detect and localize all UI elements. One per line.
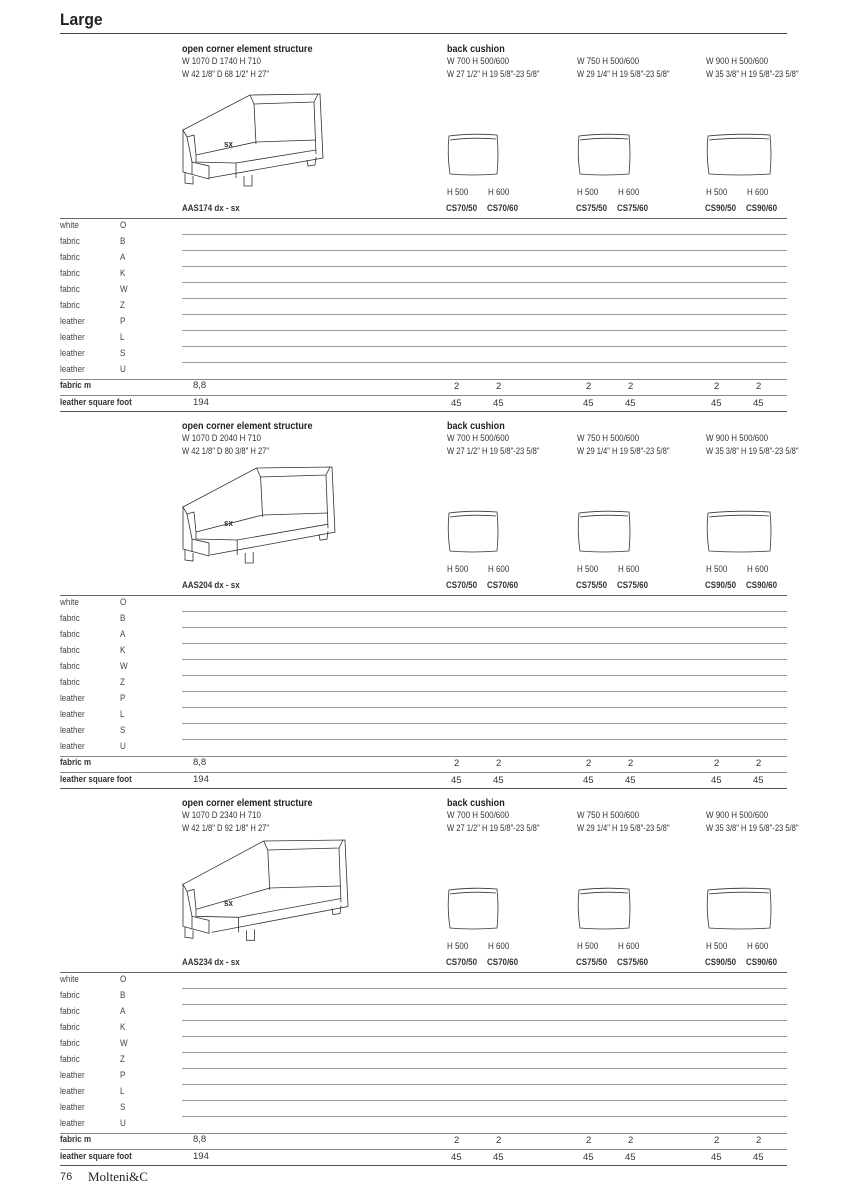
leather-row-rule [60, 1149, 787, 1150]
sofa-outline [196, 898, 341, 917]
cushion-height-500: H 500 [577, 187, 599, 198]
price-row-rule [182, 1068, 787, 1069]
cushion-height-600: H 600 [747, 564, 769, 575]
cushion-height-600: H 600 [618, 941, 640, 952]
fabric-structure-value: 8,8 [193, 1134, 207, 1145]
sofa-outline [264, 840, 343, 850]
grade-label: A [120, 252, 126, 263]
leather-cushion-value: 45 [625, 398, 636, 409]
price-row-rule [182, 298, 787, 299]
cushion-code-600: CS75/60 [617, 957, 649, 968]
material-label: fabric [60, 1038, 80, 1049]
material-label: white [60, 597, 79, 608]
material-label: leather [60, 1102, 85, 1113]
fabric-cushion-value: 2 [714, 1135, 720, 1146]
fabric-cushion-value: 2 [756, 381, 762, 392]
sofa-outline [261, 475, 328, 528]
sofa-outline [247, 929, 255, 940]
price-row-rule [182, 250, 787, 251]
fabric-cushion-value: 2 [628, 1135, 634, 1146]
cushion-height-500: H 500 [447, 941, 469, 952]
cushion-height-600: H 600 [488, 564, 510, 575]
grade-label: W [120, 1038, 128, 1049]
sofa-outline [307, 157, 316, 166]
grade-label: A [120, 1006, 126, 1017]
grade-label: S [120, 1102, 126, 1113]
fabric-structure-value: 8,8 [193, 757, 207, 768]
material-label: leather [60, 693, 85, 704]
grade-label: L [120, 709, 125, 720]
leather-cushion-value: 45 [451, 398, 462, 409]
cushion-dims-in: W 27 1/2" H 19 5/8"-23 5/8" [447, 69, 540, 79]
grade-label: S [120, 725, 126, 736]
grade-label: P [120, 693, 126, 704]
price-row-rule [182, 627, 787, 628]
cushion-drawing [706, 509, 774, 555]
table-bottom-rule [60, 788, 787, 789]
material-label: leather [60, 741, 85, 752]
leather-cushion-value: 45 [753, 398, 764, 409]
material-label: fabric [60, 1006, 80, 1017]
grade-label: O [120, 597, 127, 608]
grade-label: L [120, 1086, 125, 1097]
cushion-height-500: H 500 [706, 187, 728, 198]
structure-title: open corner element structure [182, 43, 313, 55]
product-section [0, 417, 848, 794]
material-label: leather [60, 348, 85, 359]
material-label: leather [60, 725, 85, 736]
cushion-height-600: H 600 [488, 187, 510, 198]
structure-title: open corner element structure [182, 797, 313, 809]
price-row-rule [182, 1004, 787, 1005]
material-label: leather [60, 1118, 85, 1129]
sofa-outline [192, 539, 237, 555]
product-code: AAS234 dx - sx [182, 957, 240, 968]
fabric-cushion-value: 2 [714, 758, 720, 769]
material-label: fabric [60, 1022, 80, 1033]
sofa-outline [332, 905, 341, 914]
sofa-side-label: sx [224, 518, 233, 530]
leather-row-rule [60, 395, 787, 396]
cushion-height-500: H 500 [706, 564, 728, 575]
price-row-rule [182, 314, 787, 315]
structure-title: open corner element structure [182, 420, 313, 432]
leather-cushion-value: 45 [711, 775, 722, 786]
cushion-code-500: CS90/50 [705, 203, 737, 214]
cushion-code-500: CS90/50 [705, 957, 737, 968]
price-row-rule [182, 1100, 787, 1101]
price-row-rule [182, 1116, 787, 1117]
cushion-code-600: CS75/60 [617, 580, 649, 591]
material-label: fabric [60, 661, 80, 672]
cushion-height-500: H 500 [577, 564, 599, 575]
fabric-cushion-value: 2 [714, 381, 720, 392]
grade-label: Z [120, 300, 125, 311]
table-top-rule [60, 218, 787, 219]
grade-label: Z [120, 1054, 125, 1065]
leather-cushion-value: 45 [493, 1152, 504, 1163]
cushion-title: back cushion [447, 420, 505, 432]
sofa-outline [245, 552, 253, 563]
title-divider [60, 33, 787, 34]
material-label: leather [60, 316, 85, 327]
price-row-rule [182, 643, 787, 644]
cushion-dims-in: W 35 3/8" H 19 5/8"-23 5/8" [706, 69, 799, 79]
material-label: fabric [60, 990, 80, 1001]
price-row-rule [182, 266, 787, 267]
cushion-drawing [577, 886, 633, 932]
grade-label: B [120, 236, 126, 247]
cushion-code-600: CS70/60 [487, 957, 519, 968]
cushion-drawing [577, 509, 633, 555]
material-label: leather [60, 1086, 85, 1097]
fabric-row-label: fabric m [60, 757, 92, 768]
price-row-rule [182, 659, 787, 660]
sofa-outline [250, 94, 318, 104]
cushion-height-600: H 600 [747, 941, 769, 952]
brand-logo: Molteni&C [88, 1169, 148, 1184]
sofa-side-label: sx [224, 898, 233, 909]
leather-structure-value: 194 [193, 397, 209, 408]
price-row-rule [182, 723, 787, 724]
material-label: leather [60, 364, 85, 375]
cushion-code-500: CS90/50 [705, 580, 737, 591]
leather-cushion-value: 45 [711, 1152, 722, 1163]
material-label: fabric [60, 677, 80, 688]
leather-row-label: leather square foot [60, 1151, 132, 1162]
cushion-code-500: CS70/50 [446, 957, 478, 968]
cushion-code-500: CS75/50 [576, 203, 608, 214]
leather-cushion-value: 45 [583, 1152, 594, 1163]
sofa-side-label: sx [224, 139, 233, 150]
cushion-code-500: CS70/50 [446, 203, 478, 214]
grade-label: P [120, 1070, 126, 1081]
leather-cushion-value: 45 [753, 775, 764, 786]
material-label: white [60, 220, 79, 231]
fabric-cushion-value: 2 [586, 1135, 592, 1146]
cushion-dims-mm: W 900 H 500/600 [706, 56, 769, 67]
fabric-cushion-value: 2 [628, 381, 634, 392]
cushion-height-600: H 600 [747, 187, 769, 198]
cushion-code-500: CS75/50 [576, 957, 608, 968]
cushion-height-500: H 500 [577, 941, 599, 952]
fabric-cushion-value: 2 [628, 758, 634, 769]
grade-label: P [120, 316, 126, 327]
cushion-code-600: CS90/60 [746, 203, 778, 214]
leather-cushion-value: 45 [493, 398, 504, 409]
cushion-dims-in: W 27 1/2" H 19 5/8"-23 5/8" [447, 446, 540, 456]
table-bottom-rule [60, 1165, 787, 1166]
cushion-dims-mm: W 900 H 500/600 [706, 433, 769, 444]
price-row-rule [182, 1052, 787, 1053]
table-top-rule [60, 595, 787, 596]
price-row-rule [182, 330, 787, 331]
sofa-outline [192, 162, 236, 178]
price-row-rule [182, 675, 787, 676]
fabric-structure-value: 8,8 [193, 380, 207, 391]
table-top-rule [60, 972, 787, 973]
fabric-row-label: fabric m [60, 380, 92, 391]
leather-cushion-value: 45 [625, 775, 636, 786]
cushion-height-600: H 600 [488, 941, 510, 952]
leather-row-label: leather square foot [60, 774, 132, 785]
sofa-outline [254, 102, 316, 154]
cushion-dims-mm: W 700 H 500/600 [447, 810, 510, 821]
grade-label: U [120, 364, 126, 375]
fabric-cushion-value: 2 [586, 758, 592, 769]
sofa-drawing [182, 465, 344, 560]
table-bottom-rule [60, 411, 787, 412]
grade-label: W [120, 661, 128, 672]
price-row-rule [182, 1020, 787, 1021]
cushion-dims-in: W 29 1/4" H 19 5/8"-23 5/8" [577, 69, 670, 79]
leather-row-label: leather square foot [60, 397, 132, 408]
structure-dims-mm: W 1070 D 2040 H 710 [182, 433, 261, 444]
leather-cushion-value: 45 [451, 775, 462, 786]
page-title: Large [60, 10, 103, 29]
cushion-code-500: CS75/50 [576, 580, 608, 591]
leather-cushion-value: 45 [583, 398, 594, 409]
sofa-outline [319, 531, 328, 540]
cushion-code-500: CS70/50 [446, 580, 478, 591]
fabric-row-label: fabric m [60, 1134, 92, 1145]
grade-label: Z [120, 677, 125, 688]
material-label: fabric [60, 252, 80, 263]
structure-dims-mm: W 1070 D 2340 H 710 [182, 810, 261, 821]
cushion-dims-mm: W 700 H 500/600 [447, 56, 510, 67]
material-label: fabric [60, 300, 80, 311]
grade-label: A [120, 629, 126, 640]
cushion-dims-mm: W 900 H 500/600 [706, 810, 769, 821]
structure-dims-in: W 42 1/8" D 80 3/8" H 27" [182, 446, 270, 456]
grade-label: O [120, 974, 127, 985]
grade-label: K [120, 645, 126, 656]
leather-cushion-value: 45 [583, 775, 594, 786]
page-number: 76 [60, 1171, 73, 1183]
structure-dims-mm: W 1070 D 1740 H 710 [182, 56, 261, 67]
grade-label: L [120, 332, 125, 343]
material-label: white [60, 974, 79, 985]
sofa-outline [196, 513, 328, 532]
grade-label: W [120, 284, 128, 295]
fabric-cushion-value: 2 [496, 381, 502, 392]
price-row-rule [182, 234, 787, 235]
product-section [0, 794, 848, 1171]
cushion-code-600: CS75/60 [617, 203, 649, 214]
grade-label: S [120, 348, 126, 359]
fabric-cushion-value: 2 [454, 1135, 460, 1146]
price-row-rule [182, 346, 787, 347]
cushion-dims-in: W 35 3/8" H 19 5/8"-23 5/8" [706, 823, 799, 833]
structure-dims-in: W 42 1/8" D 92 1/8" H 27" [182, 823, 270, 833]
leather-structure-value: 194 [193, 1151, 209, 1162]
structure-dims-in: W 42 1/8" D 68 1/2" H 27" [182, 69, 270, 79]
cushion-drawing [447, 886, 501, 932]
fabric-cushion-value: 2 [756, 758, 762, 769]
product-code: AAS204 dx - sx [182, 580, 240, 591]
leather-cushion-value: 45 [493, 775, 504, 786]
price-row-rule [182, 707, 787, 708]
leather-cushion-value: 45 [753, 1152, 764, 1163]
cushion-dims-mm: W 750 H 500/600 [577, 56, 640, 67]
cushion-drawing [706, 132, 774, 178]
grade-label: U [120, 1118, 126, 1129]
cushion-code-600: CS70/60 [487, 203, 519, 214]
cushion-height-600: H 600 [618, 564, 640, 575]
material-label: leather [60, 332, 85, 343]
cushion-code-600: CS90/60 [746, 580, 778, 591]
sofa-outline [257, 467, 330, 477]
sofa-outline [183, 94, 323, 178]
cushion-dims-in: W 29 1/4" H 19 5/8"-23 5/8" [577, 446, 670, 456]
cushion-dims-in: W 27 1/2" H 19 5/8"-23 5/8" [447, 823, 540, 833]
cushion-drawing [447, 132, 501, 178]
price-row-rule [182, 739, 787, 740]
cushion-code-600: CS90/60 [746, 957, 778, 968]
sofa-outline [183, 467, 335, 555]
grade-label: K [120, 1022, 126, 1033]
product-section [0, 40, 848, 417]
cushion-height-500: H 500 [706, 941, 728, 952]
sofa-outline [196, 886, 341, 909]
fabric-cushion-value: 2 [454, 381, 460, 392]
material-label: fabric [60, 284, 80, 295]
grade-label: B [120, 613, 126, 624]
price-row-rule [182, 1036, 787, 1037]
sofa-outline [192, 916, 239, 932]
cushion-drawing [447, 509, 501, 555]
grade-label: B [120, 990, 126, 1001]
price-row-rule [182, 1084, 787, 1085]
fabric-row-rule [60, 1133, 787, 1134]
fabric-cushion-value: 2 [454, 758, 460, 769]
cushion-code-600: CS70/60 [487, 580, 519, 591]
material-label: fabric [60, 268, 80, 279]
leather-row-rule [60, 772, 787, 773]
leather-cushion-value: 45 [451, 1152, 462, 1163]
leather-structure-value: 194 [193, 774, 209, 785]
fabric-row-rule [60, 379, 787, 380]
cushion-height-500: H 500 [447, 564, 469, 575]
sofa-drawing [182, 92, 332, 187]
cushion-title: back cushion [447, 43, 505, 55]
material-label: fabric [60, 629, 80, 640]
sofa-outline [244, 175, 252, 186]
price-row-rule [182, 691, 787, 692]
price-row-rule [182, 362, 787, 363]
cushion-drawing [706, 886, 774, 932]
sofa-drawing [182, 838, 357, 933]
leather-cushion-value: 45 [625, 1152, 636, 1163]
grade-label: K [120, 268, 126, 279]
material-label: leather [60, 709, 85, 720]
material-label: fabric [60, 613, 80, 624]
fabric-row-rule [60, 756, 787, 757]
cushion-height-600: H 600 [618, 187, 640, 198]
price-row-rule [182, 611, 787, 612]
cushion-dims-mm: W 750 H 500/600 [577, 810, 640, 821]
sofa-outline [268, 848, 341, 903]
grade-label: U [120, 741, 126, 752]
cushion-dims-in: W 35 3/8" H 19 5/8"-23 5/8" [706, 446, 799, 456]
fabric-cushion-value: 2 [496, 1135, 502, 1146]
material-label: fabric [60, 1054, 80, 1065]
leather-cushion-value: 45 [711, 398, 722, 409]
fabric-cushion-value: 2 [496, 758, 502, 769]
fabric-cushion-value: 2 [756, 1135, 762, 1146]
material-label: fabric [60, 236, 80, 247]
product-code: AAS174 dx - sx [182, 203, 240, 214]
cushion-title: back cushion [447, 797, 505, 809]
cushion-dims-in: W 29 1/4" H 19 5/8"-23 5/8" [577, 823, 670, 833]
cushion-drawing [577, 132, 633, 178]
material-label: leather [60, 1070, 85, 1081]
cushion-dims-mm: W 750 H 500/600 [577, 433, 640, 444]
sofa-outline [196, 150, 316, 163]
cushion-height-500: H 500 [447, 187, 469, 198]
price-row-rule [182, 282, 787, 283]
cushion-dims-mm: W 700 H 500/600 [447, 433, 510, 444]
grade-label: O [120, 220, 127, 231]
price-row-rule [182, 988, 787, 989]
fabric-cushion-value: 2 [586, 381, 592, 392]
material-label: fabric [60, 645, 80, 656]
